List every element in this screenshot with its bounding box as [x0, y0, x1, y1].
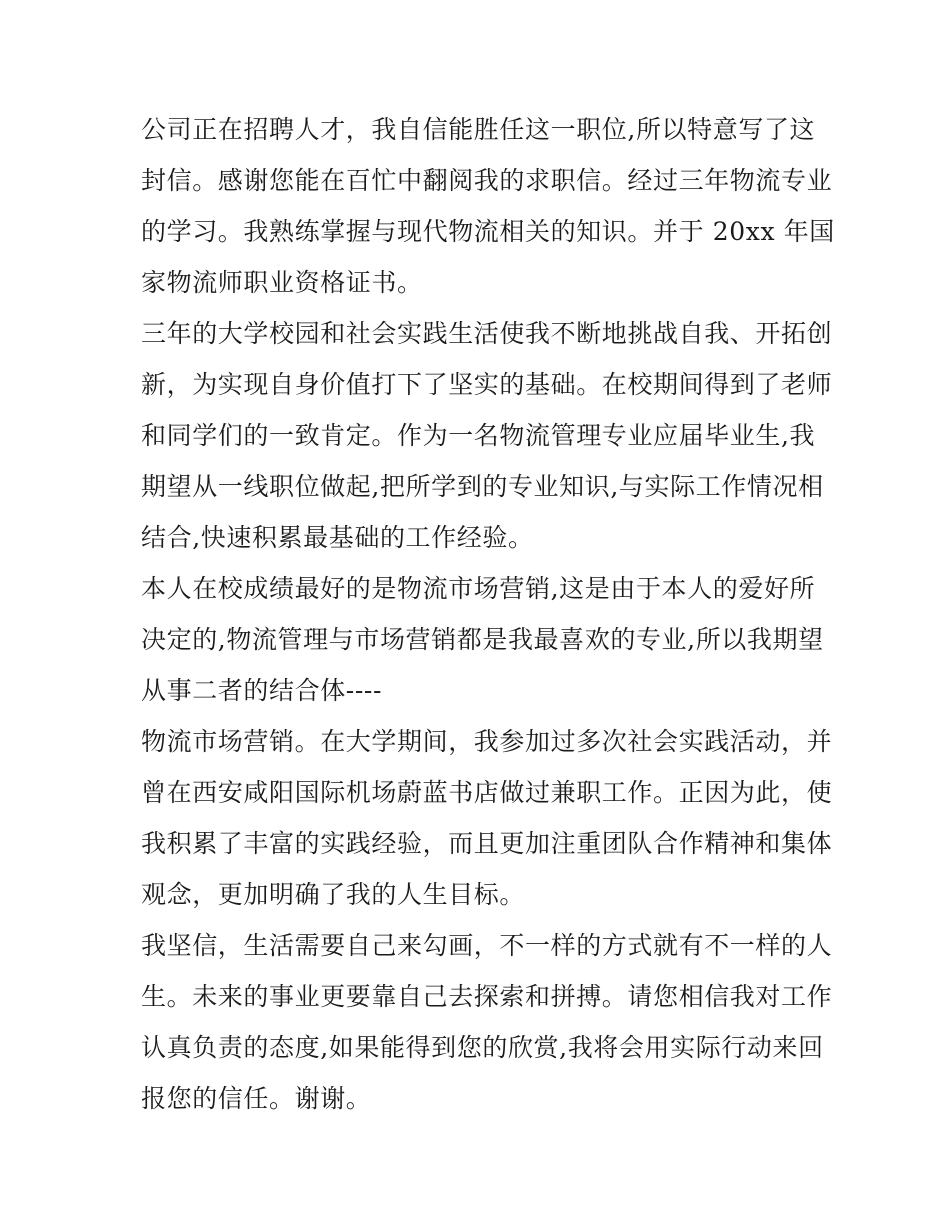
text-line: 决定的,物流管理与市场营销都是我最喜欢的专业,所以我期望	[141, 625, 824, 654]
text-line: 结合,快速积累最基础的工作经验。	[141, 523, 534, 552]
text-line: 观念，更加明确了我的人生目标。	[141, 880, 526, 909]
paragraph-3	[141, 563, 824, 716]
text-line: 生。未来的事业更要靠自己去探索和拼搏。请您相信我对工作	[141, 982, 833, 1011]
text-line: 新，为实现自身价值打下了坚实的基础。在校期间得到了老师	[141, 370, 833, 399]
paragraph-1	[141, 104, 835, 308]
paragraph-5	[141, 920, 833, 1124]
text-line: 我积累了丰富的实践经验，而且更加注重团队合作精神和集体	[141, 829, 833, 858]
text-line: 本人在校成绩最好的是物流市场营销,这是由于本人的爱好所	[141, 574, 816, 603]
text-line: 和同学们的一致肯定。作为一名物流管理专业应届毕业生,我	[141, 421, 816, 450]
letter-body	[141, 104, 835, 1124]
text-line: 封信。感谢您能在百忙中翻阅我的求职信。经过三年物流专业	[141, 166, 833, 195]
text-line: 认真负责的态度,如果能得到您的欣赏,我将会用实际行动来回	[141, 1033, 824, 1062]
text-line: 公司正在招聘人才，我自信能胜任这一职位,所以特意写了这	[141, 115, 816, 144]
text-line: 物流市场营销。在大学期间，我参加过多次社会实践活动，并	[141, 727, 833, 756]
text-line: 曾在西安咸阳国际机场蔚蓝书店做过兼职工作。正因为此，使	[141, 778, 833, 807]
paragraph-4	[141, 716, 833, 920]
text-line: 的学习。我熟练掌握与现代物流相关的知识。并于 20xx 年国	[141, 217, 835, 246]
text-line: 报您的信任。谢谢。	[141, 1084, 372, 1113]
text-line: 从事二者的结合体----	[141, 676, 382, 705]
text-line: 家物流师职业资格证书。	[141, 268, 423, 297]
text-line: 期望从一线职位做起,把所学到的专业知识,与实际工作情况相	[141, 472, 824, 501]
paragraph-2	[141, 308, 833, 563]
text-line: 三年的大学校园和社会实践生活使我不断地挑战自我、开拓创	[141, 319, 833, 348]
text-line: 我坚信，生活需要自己来勾画，不一样的方式就有不一样的人	[141, 931, 833, 960]
